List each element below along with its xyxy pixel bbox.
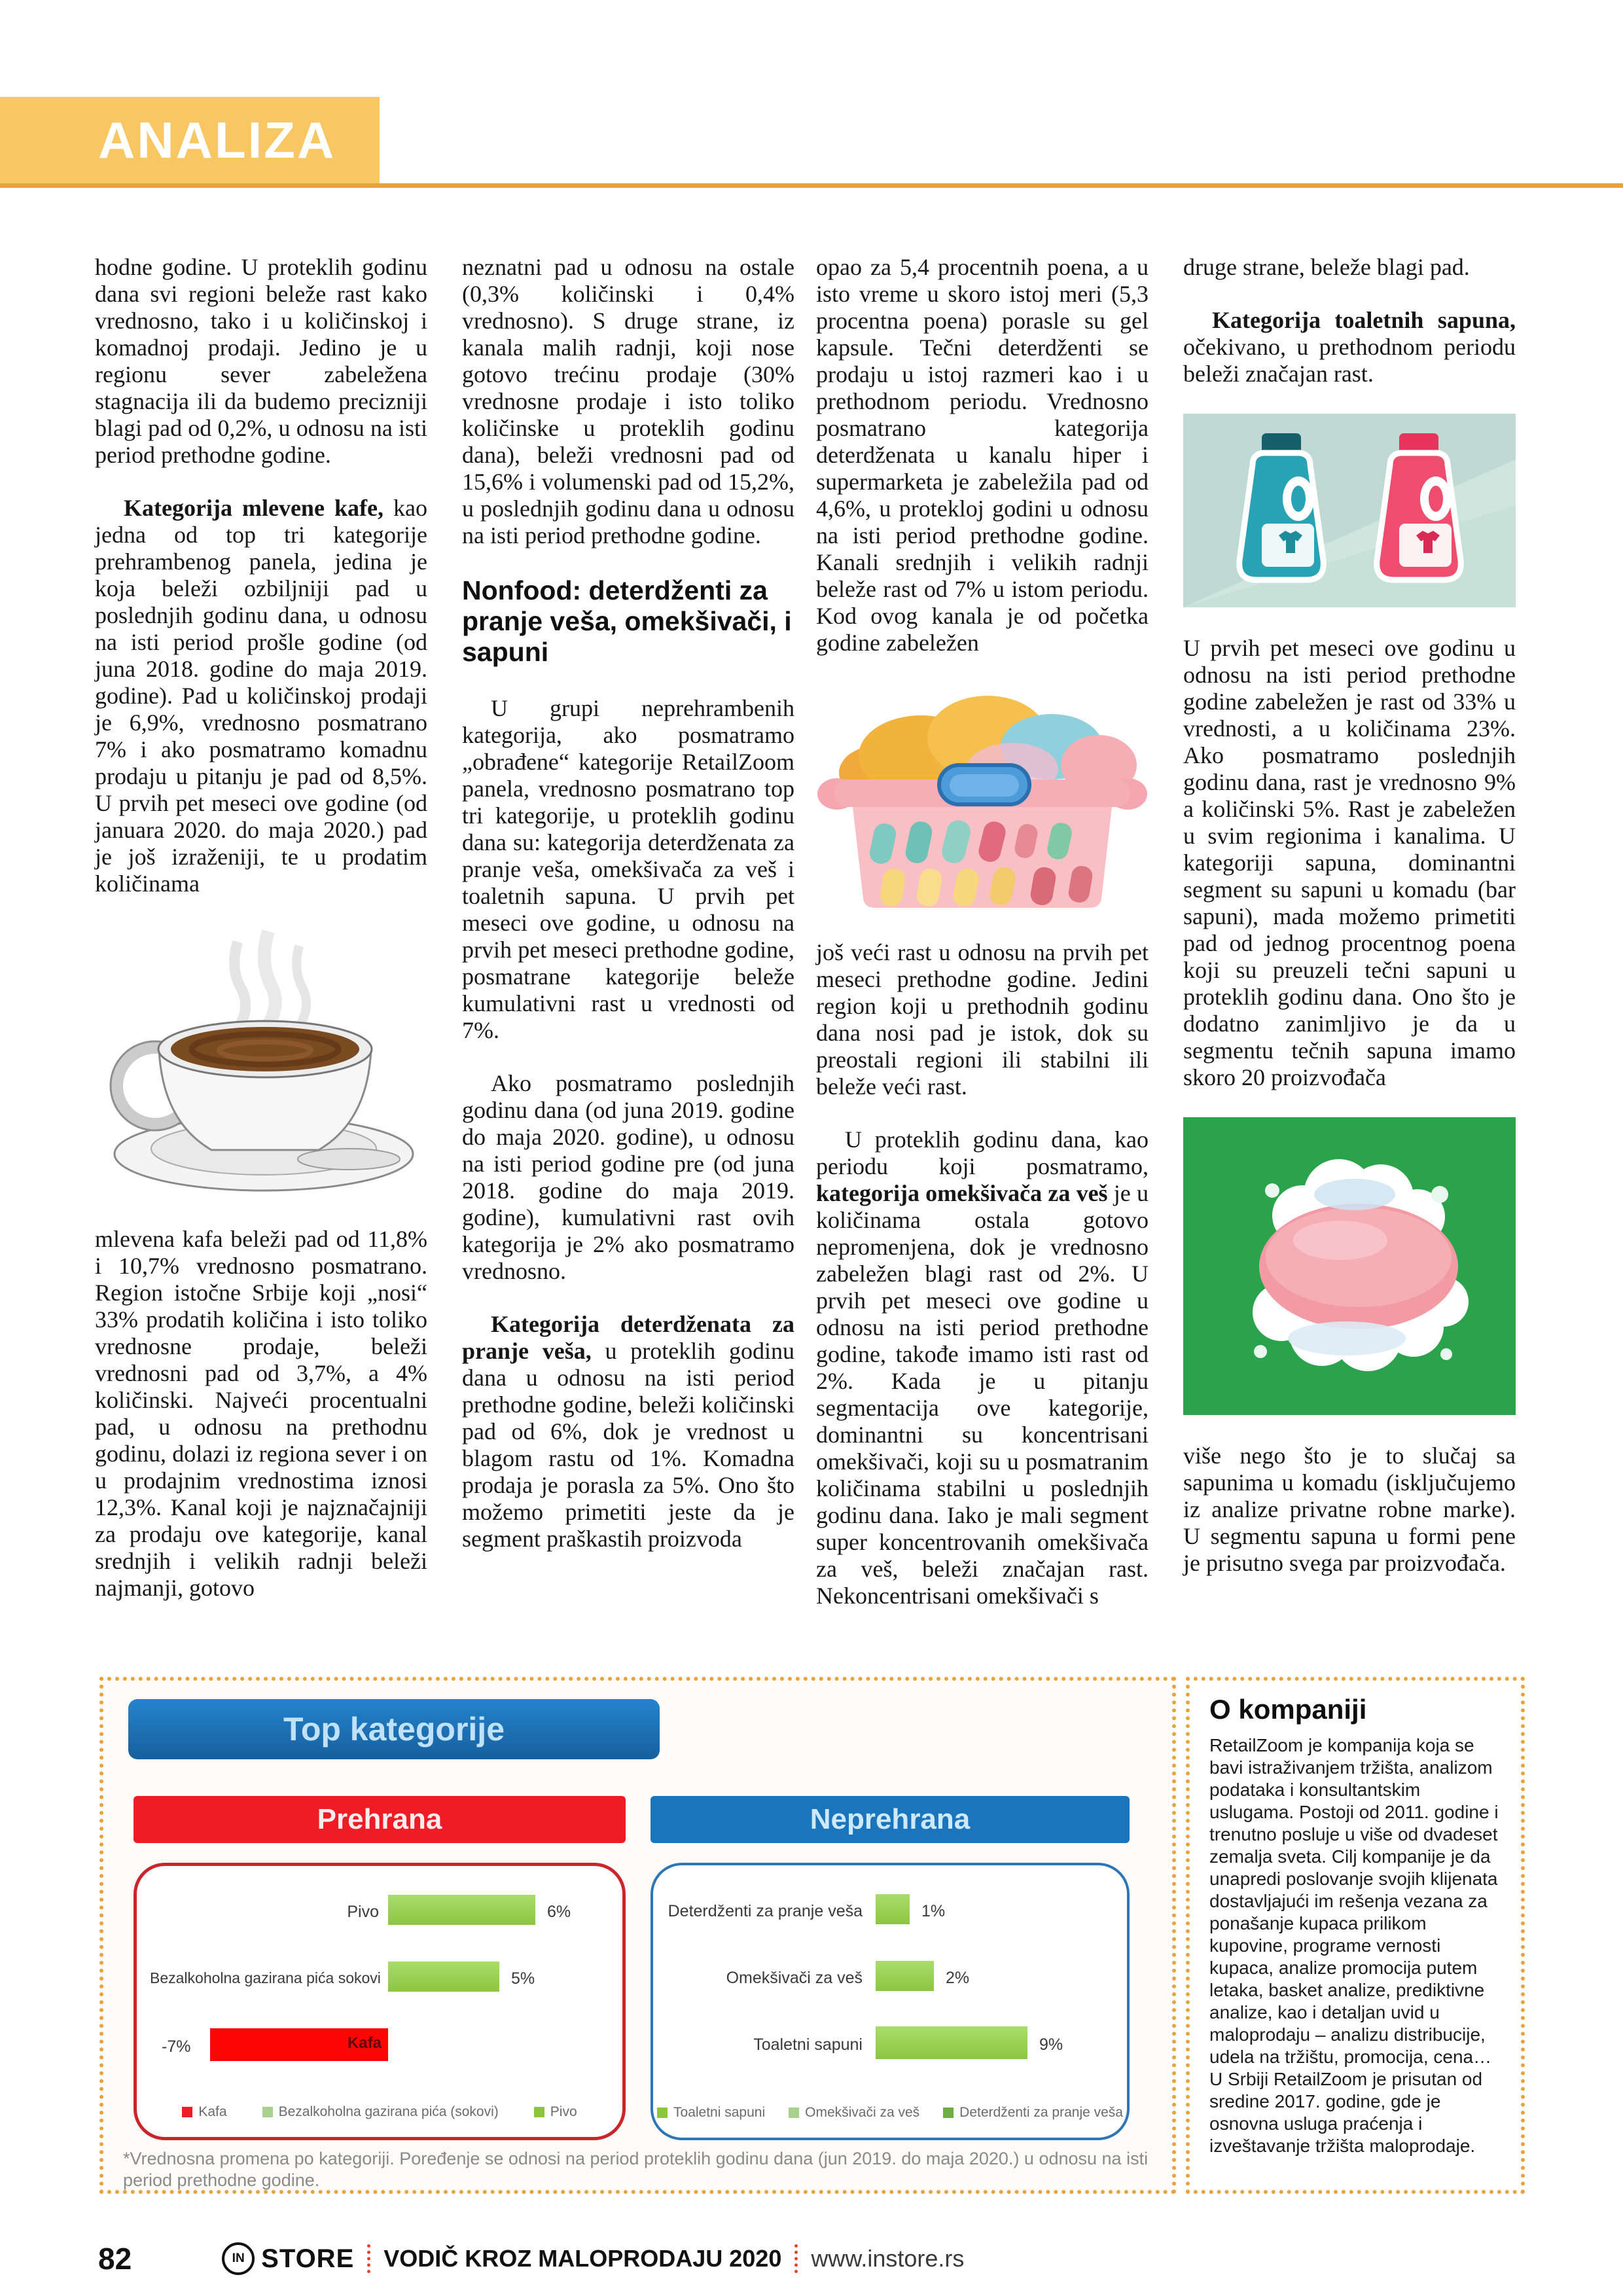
- paragraph: [1183, 635, 1516, 1091]
- soap-bar-image: [1183, 1117, 1516, 1415]
- paragraph: [1183, 307, 1516, 387]
- paragraph-text: opao za 5,4 procentnih poena, a u isto vreme u skoro istoj meri (5,3 procentna poena) porasle su gel kapsule. Tečni deterdženti se prodaju u istoj razmeri kao i u prethodnom periodu. Vrednosno posmatrano kategorija deterdženata u kanalu hiper i supermarketa je zabeležila pad od 4,6%, u protekloj godini u odnosu na isti period prethodne godine. Kanali srednjih i velikih radnji beleže rast od 7% u istom periodu. Kod ovog kanala je od početka godine zabeležen: [816, 254, 1149, 656]
- legend-swatch-green: [534, 2107, 544, 2117]
- logo-circle-text: IN: [232, 2251, 245, 2265]
- legend-label: Toaletni sapuni: [673, 2105, 766, 2120]
- paragraph-text: u proteklih godinu dana u odnosu na isti period prethodne godine, beleži količinski pad od 6%, dok je vrednost u blagom rastu od 1%. Komadna prodaja je porasla za 5%. Ono što možemo primetiti jeste da je segment praškastih proizvoda: [462, 1338, 794, 1552]
- about-body: RetailZoom je kompanija koja se bavi istraživanjem tržišta, analizom podataka i konsultantskim uslugama. Postoji od 2011. godine i trenutno posluje u više od dvadeset zemalja sveta. Cilj kompanije je da unapredi poslovanje svojih klijenata dostavljajući im rešenja vezana za ponašanje kupaca prilikom kupovine, programe vernosti kupaca, analize promocija putem letaka, basket analize, prediktivne analize, kao i detaljan uvid u maloprodaju – analizu distribucije, udela na tržištu, promocija, cena… U Srbiji RetailZoom je prisutan od sredine 2017. godine, gde je osnovna usluga praćenja i izveštavanje tržišta maloprodaje.: [1209, 1735, 1499, 2156]
- chart-footnote: *Vrednosna promena po kategoriji. Poređenje se odnosi na period proteklih godinu dana (jun 2019. do maja 2020.) u odnosu na isti period prethodne godine.: [123, 2149, 1149, 2190]
- paragraph-text: U grupi neprehrambenih kategorija, ako posmatramo „obrađene“ kategorije RetailZoom panela, vrednosno posmatrano top tri kategorije, u proteklih godinu dana su: kategorija deterdženata za pranje veša, omekšivača za veš i toaletnih sapuna. U prvih pet meseci ove godine, u odnosu na prvih pet meseci prethodne godine, posmatrane kategorije beleže kumulativni rast u vrednosti od 7%.: [462, 695, 794, 1043]
- paragraph: [95, 1226, 427, 1602]
- page-number: 82: [98, 2242, 132, 2276]
- bar-kafa: [210, 2028, 388, 2061]
- legend-item: [943, 2105, 1123, 2121]
- paragraph: [816, 939, 1149, 1100]
- bar-omeksivaci: [876, 1961, 934, 1991]
- article-column-2: [462, 254, 794, 1579]
- legend-label: Kafa: [198, 2104, 227, 2119]
- paragraph: [462, 1070, 794, 1285]
- bar-value-omeksivaci: 2%: [946, 1969, 970, 1987]
- paragraph: [816, 254, 1149, 656]
- legend-swatch-green: [262, 2107, 273, 2117]
- legend-label: Deterdženti za pranje veša: [959, 2105, 1123, 2120]
- paragraph-text: neznatni pad u odnosu na ostale (0,3% količinski i 0,4% vrednosno). S druge strane, iz kanala malih radnji, koji nose gotovo trećinu prodaje (30% vrednosne prodaje i isto toliko količinske u proteklih godinu dana), beleži vrednosni pad od 15,6% i volumenski pad od 15,2%, u poslednjih godinu dana u odnosu na isti period prethodne godine.: [462, 254, 794, 548]
- bar-label-sapuni: Toaletni sapuni: [753, 2036, 863, 2054]
- bar-pivo: [388, 1895, 535, 1925]
- legend-label: Omekšivači za veš: [805, 2105, 920, 2120]
- neprehrana-bars-box: [651, 1863, 1130, 2140]
- paragraph-lead: Kategorija toaletnih sapuna,: [1212, 307, 1516, 333]
- paragraph-text: još veći rast u odnosu na prvih pet meseci prethodne godine. Jedini region koji u prethodnih godinu dana nosi pad je istok, dok su preostali regioni ili stabilni ili beleže veći rast.: [816, 939, 1149, 1100]
- chart-title: [128, 1699, 660, 1759]
- paragraph: [95, 495, 427, 897]
- paragraph: [816, 1126, 1149, 1609]
- paragraph-text: druge strane, beleže blagi pad.: [1183, 254, 1470, 280]
- article-column-3: [816, 254, 1149, 1636]
- article-column-1: [95, 254, 427, 1628]
- legend-item: [534, 2104, 577, 2120]
- legend-swatch-green: [943, 2108, 954, 2118]
- neprehrana-header: [651, 1796, 1130, 1843]
- bar-value-deterdzenti: 1%: [921, 1902, 946, 1920]
- bar-value-sapuni: 9%: [1039, 2036, 1063, 2054]
- footer-guide-title: VODIČ KROZ MALOPRODAJU 2020: [383, 2245, 782, 2272]
- paragraph-text: U proteklih godinu dana, kao periodu koji posmatramo,: [816, 1126, 1149, 1179]
- paragraph-text: kao jedna od top tri kategorije prehrambenog panela, jedina je koja beleži ozbiljniji pad u poslednjih godinu dana, u odnosu na isti period prošle godine (od juna 2018. godine do maja 2019. godine). Pad u količinskoj prodaji je 6,9%, vrednosno posmatrano 7% i ako posmatramo komadnu prodaju u pitanju je pad od 8,5%. U prvih pet meseci ove godine (od januara 2020. do maja 2020.) pad je još izraženiji, te u prodatim količinama: [95, 495, 427, 897]
- footer-divider-icon: [367, 2244, 370, 2273]
- about-title: O kompaniji: [1209, 1694, 1367, 1725]
- bar-label-bezalkoholna: Bezalkoholna gazirana pića sokovi: [150, 1969, 381, 1986]
- section-header-bar: [0, 97, 380, 183]
- legend-label: Pivo: [550, 2104, 577, 2119]
- paragraph-lead: Kategorija mlevene kafe,: [124, 495, 383, 521]
- laundry-basket-illustration: [816, 683, 1149, 912]
- paragraph-text: očekivano, u prethodnom periodu beleži značajan rast.: [1183, 334, 1516, 387]
- chart-title-text: Top kategorije: [283, 1711, 505, 1748]
- paragraph-text: više nego što je to slučaj sa sapunima u komadu (isključujemo iz analize privatne robne marke). U segmentu sapuna u formi pene je prisutno svega par proizvođača.: [1183, 1443, 1516, 1576]
- paragraph: [95, 254, 427, 469]
- subsection-heading: Nonfood: deterdženti za pranje veša, omekšivači, i sapuni: [462, 575, 792, 667]
- coffee-cup-illustration: [95, 924, 427, 1198]
- legend-item: [657, 2105, 765, 2121]
- paragraph-text: je u količinama ostala gotovo nepromenjena, dok je vrednosno zabeležen blagi rast od 2%. U prvih pet meseci ove godine u odnosu na isti period prethodne godine, takođe imamo isti rast od 2%. Kada je u pitanju segmentacija ove kategorije, dominantni su koncentrisani omekšivači, koji su u posmatranim količinama stabilni u poslednjih godinu dana. Iako je mali segment super koncentrovanih omekšivača za veš, beleži značajan rast. Nekoncentrisani omekšivači s: [816, 1180, 1149, 1609]
- legend-swatch-green: [789, 2108, 799, 2118]
- bar-label-deterdzenti: Deterdženti za pranje veša: [668, 1902, 863, 1920]
- brand-name: STORE: [261, 2244, 355, 2273]
- paragraph-text: hodne godine. U proteklih godinu dana svi regioni beleže rast kako vrednosno, tako i u količinskoj i komadnoj prodaji. Jedino je u regionu sever zabeležena stagnacija ili da budemo precizniji blagi pad od 0,2%, u odnosu na isti period prethodne godine.: [95, 254, 427, 468]
- section-title: ANALIZA: [98, 111, 336, 169]
- instore-logo-icon: [222, 2242, 255, 2275]
- bar-label-kafa: Kafa: [347, 2034, 382, 2052]
- soap-bar-illustration: [1183, 1117, 1516, 1415]
- neprehrana-legend: [653, 2105, 1127, 2121]
- paragraph: [462, 695, 794, 1044]
- bar-value-kafa: -7%: [162, 2037, 191, 2056]
- section-header-rule: [0, 183, 1623, 188]
- bar-bezalkoholna: [388, 1962, 499, 1992]
- paragraph-text: Ako posmatramo poslednjih godinu dana (od juna 2019. godine do maja 2020. godine), u odnosu na isti period godine pre (od juna 2018. godine do maja 2019. godine), kumulativni rast ovih kategorija je 2% ako posmatramo vrednosno.: [462, 1070, 794, 1284]
- prehrana-header-text: Prehrana: [317, 1803, 442, 1835]
- paragraph-lead: Kategorija deterdženata za pranje veša,: [462, 1311, 794, 1364]
- legend-item: [182, 2104, 226, 2120]
- page-footer: [98, 2241, 964, 2276]
- bar-value-pivo: 6%: [547, 1903, 571, 1921]
- paragraph: [1183, 254, 1516, 281]
- paragraph-text: U prvih pet meseci ove godinu u odnosu na isti period prethodne godine zabeležen je rast od 33% u vrednosti, a u količinama 23%. Ako posmatramo poslednjih godinu dana, rast je vrednosno 9% a količinski 5%. Rast je zabeležen u svim regionima i kanalima. U kategoriji sapuna, dominantni segment su sapuni u komadu (bar sapuni), mada možemo primetiti pad od jednog procentnog poena koji su preuzeli tečni sapuni u proteklih godinu dana. Ono što je dodatno zanimljivo je da u segmentu tečnih sapuna imamo skoro 20 proizvođača: [1183, 635, 1516, 1090]
- bar-label-omeksivaci: Omekšivači za veš: [726, 1969, 863, 1987]
- prehrana-bars-box: [134, 1863, 626, 2140]
- about-company-box: [1186, 1677, 1525, 2194]
- footer-divider-icon: [794, 2244, 798, 2273]
- paragraph-text: mlevena kafa beleži pad od 11,8% i 10,7% vrednosno posmatrano. Region istočne Srbije koji „nosi“ 33% prodatih količina i isto toliko vrednosne prodaje, beleži vrednosni pad od 3,7%, a 4% količinski. Najveći procentualni pad, u odnosu na prethodnu godinu, dolazi iz regiona sever i on u prodajnim vrednostima iznosi 12,3%. Kanal koji je najznačajniji za prodaju ove kategorije, kanal srednjih i velikih radnji beleži najmanji, gotovo: [95, 1226, 427, 1601]
- legend-label: Bezalkoholna gazirana pića (sokovi): [278, 2104, 499, 2119]
- laundry-basket-image: [816, 683, 1149, 912]
- bar-deterdzenti: [876, 1894, 910, 1924]
- legend-item: [262, 2104, 499, 2120]
- top-categories-chart-panel: [99, 1677, 1176, 2194]
- paragraph: [462, 254, 794, 549]
- footer-website-link[interactable]: www.instore.rs: [811, 2245, 965, 2272]
- article-column-4: [1183, 254, 1516, 1603]
- prehrana-legend: [137, 2104, 622, 2120]
- legend-swatch-red: [182, 2107, 192, 2117]
- neprehrana-header-text: Neprehrana: [810, 1803, 971, 1835]
- paragraph: [1183, 1443, 1516, 1577]
- paragraph: [462, 1311, 794, 1552]
- detergent-bottles-illustration: [1183, 414, 1516, 607]
- legend-item: [789, 2105, 919, 2121]
- paragraph-bold: kategorija omekšivača za veš: [816, 1180, 1108, 1206]
- prehrana-header: [134, 1796, 626, 1843]
- legend-swatch-green: [657, 2108, 668, 2118]
- bar-value-bezalkoholna: 5%: [511, 1969, 535, 1988]
- bar-label-pivo: Pivo: [347, 1903, 379, 1921]
- coffee-cup-image: [95, 924, 427, 1198]
- detergent-bottles-image: [1183, 414, 1516, 607]
- bar-sapuni: [876, 2026, 1027, 2059]
